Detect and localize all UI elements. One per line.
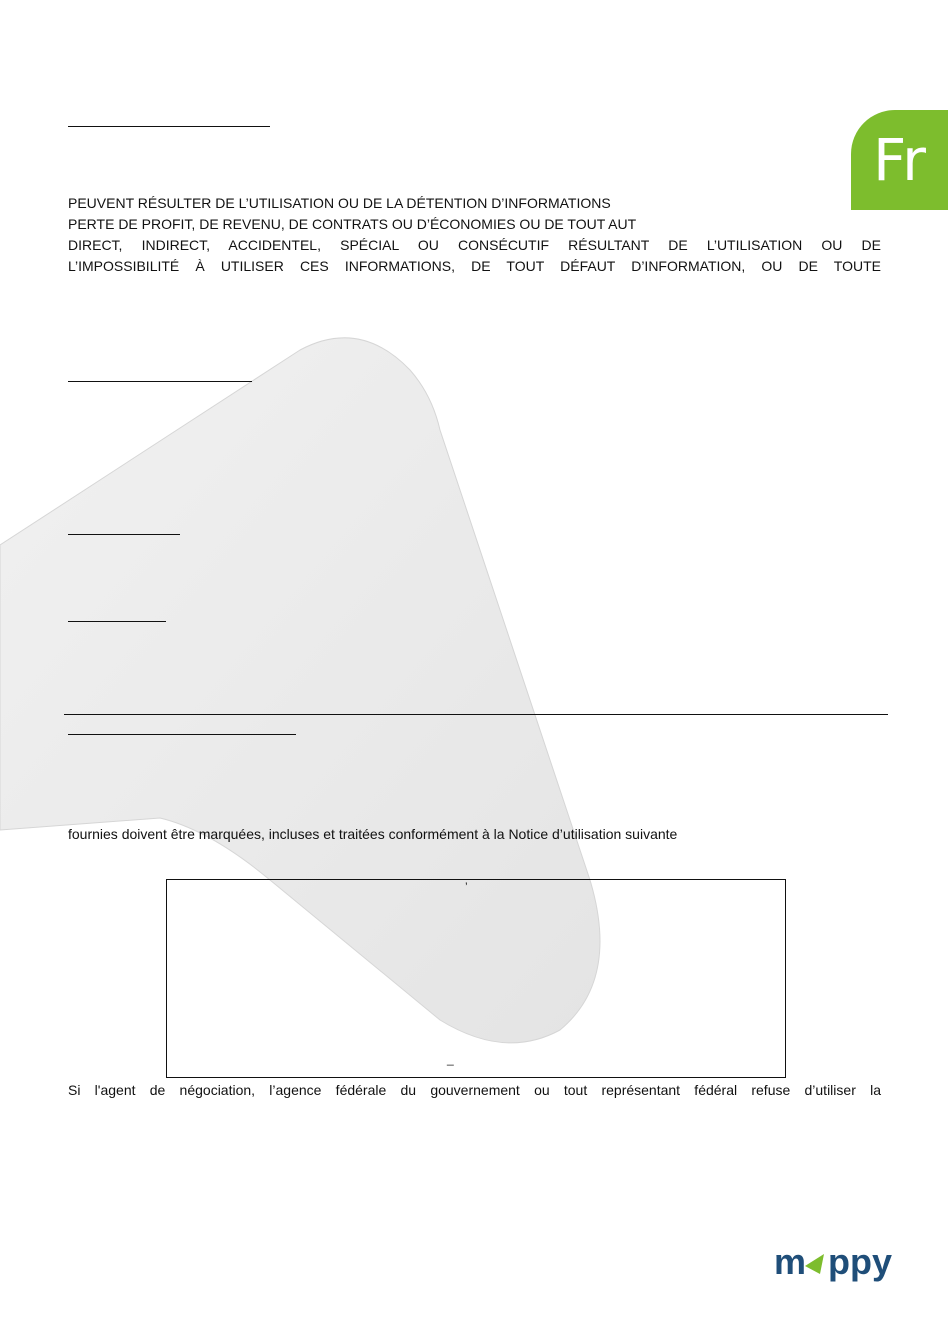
svg-text:ppy: ppy bbox=[828, 1244, 893, 1282]
language-badge: Fr bbox=[851, 110, 948, 210]
disclaimer-line: L’IMPOSSIBILITÉ À UTILISER CES INFORMATIONS, DE TOUT DÉFAUT D’INFORMATION, OU DE TOUTE bbox=[68, 258, 881, 274]
closing-line: Si l'agent de négociation, l’agence fédérale du gouvernement ou tout représentant fédéral refuse d’utiliser la bbox=[68, 1082, 881, 1098]
notice-intro-text: fournies doivent être marquées, incluses et traitées conformément à la Notice d’utilisation suivante bbox=[68, 826, 678, 842]
notice-top-mark: ’ bbox=[465, 880, 468, 894]
disclaimer-line: DIRECT, INDIRECT, ACCIDENTEL, SPÉCIAL OU CONSÉCUTIF RÉSULTANT DE L’UTILISATION OU DE bbox=[68, 237, 881, 253]
disclaimer-line: PEUVENT RÉSULTER DE L’UTILISATION OU DE LA DÉTENTION D’INFORMATIONS bbox=[68, 195, 611, 211]
svg-text:m: m bbox=[774, 1244, 807, 1282]
closing-paragraph bbox=[68, 1080, 881, 1101]
notice-box bbox=[166, 879, 786, 1078]
heading-rule bbox=[68, 621, 166, 622]
disclaimer-line: PERTE DE PROFIT, DE REVENU, DE CONTRATS OU D’ÉCONOMIES OU DE TOUT AUT bbox=[68, 216, 637, 232]
heading-rule bbox=[68, 126, 270, 127]
section-divider bbox=[64, 714, 888, 715]
heading-rule bbox=[68, 534, 180, 535]
mappy-logo bbox=[772, 1244, 912, 1288]
heading-rule bbox=[68, 734, 296, 735]
heading-rule bbox=[68, 381, 252, 382]
disclaimer-paragraph bbox=[68, 193, 881, 277]
notice-bottom-mark: _ bbox=[447, 1052, 454, 1066]
